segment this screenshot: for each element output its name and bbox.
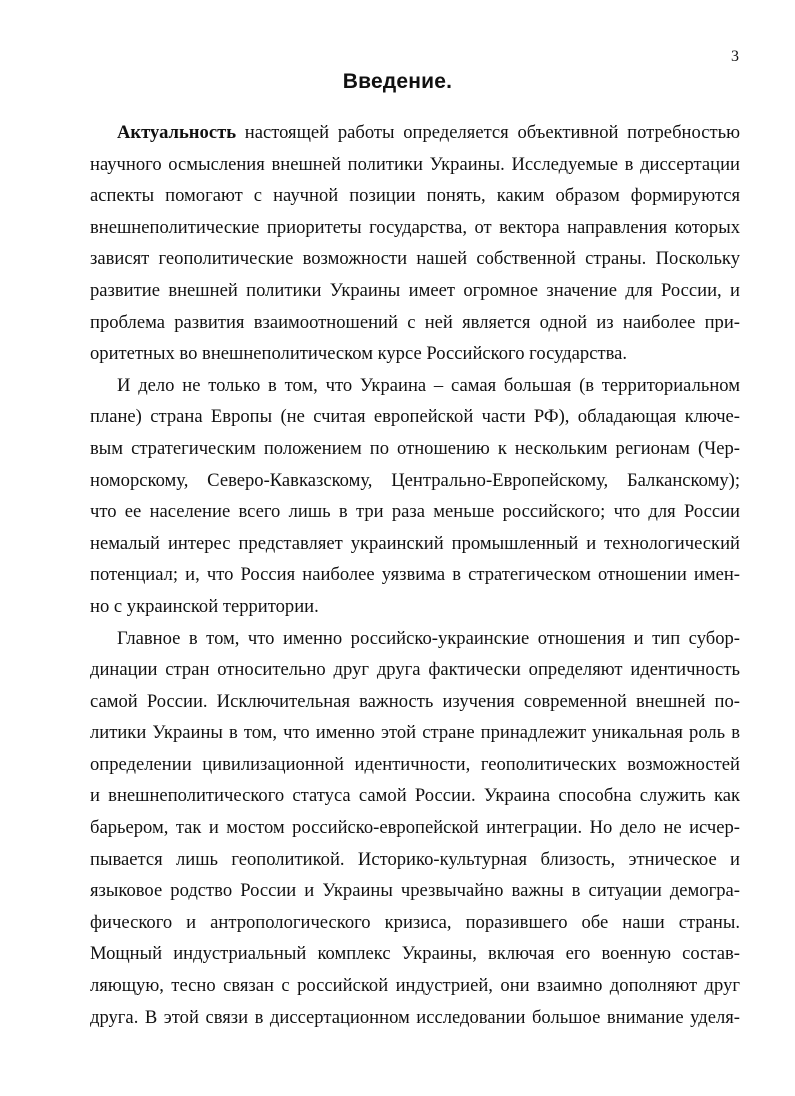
text-line: Мощный индустриальный комплекс Украины, включая его военную состав- bbox=[90, 943, 740, 965]
text-line: внешнеполитические приоритеты государства, от вектора направления которых bbox=[90, 216, 740, 238]
text-line bbox=[90, 117, 740, 149]
text-line: языковое родство России и Украины чрезвычайно важны в ситуации демогра- bbox=[90, 880, 740, 902]
text-line: немалый интерес представляет украинский промышленный и технологический bbox=[90, 532, 740, 554]
text-line: барьером, так и мостом российско-европейской интеграции. Но дело не исчер- bbox=[90, 817, 740, 839]
text-line: оритетных во внешнеполитическом курсе Российского государства. bbox=[90, 343, 628, 365]
page-number: 3 bbox=[731, 48, 739, 65]
text-line: динации стран относительно друг друга фактически определяют идентичность bbox=[90, 659, 740, 681]
text-line: потенциал; и, что Россия наиболее уязвима в стратегическом отношении имен- bbox=[90, 564, 740, 586]
text-line: Главное в том, что именно российско-украинские отношения и тип субор- bbox=[117, 627, 740, 649]
page-title: Введение. bbox=[342, 70, 453, 93]
text-line: проблема развития взаимоотношений с ней является одной из наиболее при- bbox=[90, 311, 740, 333]
text-line: ляющую, тесно связан с российской индустрией, они взаимно дополняют друг bbox=[90, 975, 740, 997]
body-text bbox=[90, 117, 740, 1033]
text-line: фического и антропологического кризиса, поразившего обе наши страны. bbox=[90, 911, 740, 933]
text-line: номорскому, Северо-Кавказскому, Центрально-Европейскому, Балканскому); bbox=[90, 469, 740, 491]
text-line: но с украинской территории. bbox=[90, 595, 319, 617]
text-line: аспекты помогают с научной позиции понять, каким образом формируются bbox=[90, 185, 740, 207]
lead-term: Актуальность bbox=[117, 122, 237, 143]
text-line: плане) страна Европы (не считая европейской части РФ), обладающая ключе- bbox=[90, 406, 740, 428]
text-line: зависят геополитические возможности нашей собственной страны. Поскольку bbox=[90, 248, 740, 270]
text-line: определении цивилизационной идентичности, геополитических возможностей bbox=[90, 753, 740, 775]
text-line: И дело не только в том, что Украина – самая большая (в территориальном bbox=[117, 374, 740, 396]
text-line: пывается лишь геополитикой. Историко-культурная близость, этническое и bbox=[90, 848, 740, 870]
text-line: вым стратегическим положением по отношению к нескольким регионам (Чер- bbox=[90, 437, 740, 459]
text-line: и внешнеполитического статуса самой России. Украина способна служить как bbox=[90, 785, 740, 807]
text-line: научного осмысления внешней политики Украины. Исследуемые в диссертации bbox=[90, 153, 740, 175]
text-line: самой России. Исключительная важность изучения современной внешней по- bbox=[90, 690, 740, 712]
text-line: литики Украины в том, что именно этой стране принадлежит уникальная роль в bbox=[90, 722, 740, 744]
text-line: что ее население всего лишь в три раза меньше российского; что для России bbox=[90, 501, 740, 523]
text-line-content: настоящей работы определяется объективной потребностью bbox=[236, 122, 740, 143]
text-line: развитие внешней политики Украины имеет огромное значение для России, и bbox=[90, 279, 740, 301]
text-line: друга. В этой связи в диссертационном исследовании большое внимание уделя- bbox=[90, 1006, 740, 1028]
